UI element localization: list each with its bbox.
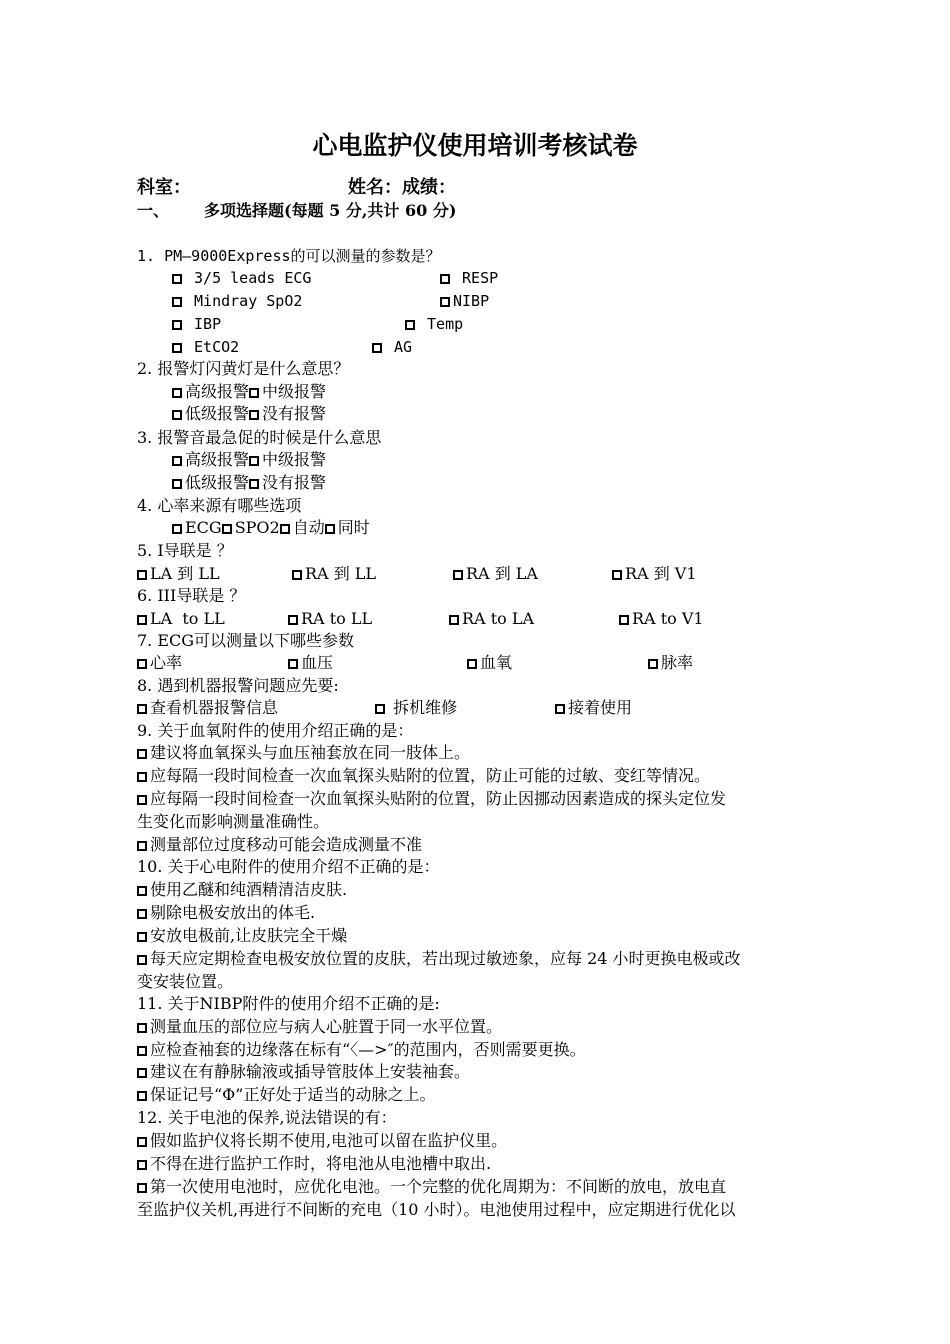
q5-option[interactable]: RA 到 V1 [612,563,697,585]
question-1: 1. PM—9000Express的可以测量的参数是？ [137,247,441,265]
q5-option[interactable]: RA 到 LL [292,563,376,585]
checkbox-icon [222,524,232,534]
question-8: 8. 遇到机器报警问题应先要: [137,676,339,695]
q2-option[interactable]: 高级报警 [172,382,249,401]
checkbox-icon [555,704,565,714]
q7-option[interactable]: 血压 [288,652,333,674]
q1-option[interactable]: AG [372,336,412,358]
q2-option[interactable]: 没有报警 [249,404,326,423]
q9-option[interactable]: 应每隔一段时间检查一次血氧探头贴附的位置，防止可能的过敏、变红等情况。 [137,765,710,787]
q9-option[interactable]: 建议将血氧探头与血压袖套放在同一肢体上。 [137,742,470,764]
q2-option[interactable]: 低级报警 [172,404,249,423]
question-7: 7. ECG可以测量以下哪些参数 [137,631,355,650]
q11-option[interactable]: 保证记号“Φ”正好处于适当的动脉之上。 [137,1084,435,1106]
checkbox-icon [325,524,335,534]
q10-option-continued: 变安装位置。 [137,972,234,991]
checkbox-icon [172,524,182,534]
checkbox-icon [249,410,259,420]
checkbox-icon [137,772,147,782]
checkbox-icon [249,456,259,466]
checkbox-icon [172,456,182,466]
checkbox-icon [137,1183,147,1193]
checkbox-icon [405,320,415,330]
checkbox-icon [172,274,182,284]
q12-option[interactable]: 假如监护仪将长期不使用,电池可以留在监护仪里。 [137,1130,507,1152]
checkbox-icon [137,1137,147,1147]
checkbox-icon [137,704,147,714]
question-3: 3. 报警音最急促的时候是什么意思 [137,428,382,447]
section-title: 多项选择题(每题 5 分,共计 60 分) [204,201,457,220]
question-10: 10. 关于心电附件的使用介绍不正确的是： [137,857,440,876]
q7-option[interactable]: 脉率 [648,652,693,674]
checkbox-icon [440,274,450,284]
q10-option[interactable]: 每天应定期检查电极安放位置的皮肤，若出现过敏迹象，应每 24 小时更换电极或改 [137,948,741,970]
checkbox-icon [137,795,147,805]
q3-option[interactable]: 没有报警 [249,473,326,492]
question-6: 6. III导联是 ？ [137,586,246,605]
q5-option[interactable]: RA 到 LA [453,563,538,585]
question-4: 4. 心率来源有哪些选项 [137,496,302,515]
q1-option[interactable]: NIBP [440,290,489,312]
q1-option[interactable]: RESP [440,267,498,289]
q3-options-row [172,449,326,471]
page-title: 心电监护仪使用培训考核试卷 [312,131,638,160]
q2-option[interactable]: 中级报警 [249,382,326,401]
dept-label: 科室： [137,177,191,198]
checkbox-icon [440,297,450,307]
checkbox-icon [137,1091,147,1101]
q4-option[interactable]: 自动 [280,518,325,537]
checkbox-icon [137,909,147,919]
checkbox-icon [137,841,147,851]
name-score-label: 姓名：成绩： [348,177,456,198]
checkbox-icon [372,343,382,353]
question-5: 5. I导联是 ？ [137,541,233,560]
checkbox-icon [137,1046,147,1056]
checkbox-icon [172,410,182,420]
q1-option[interactable]: Temp [405,313,463,335]
q11-option[interactable]: 应检查袖套的边缘落在标有“〈—>″的范围内，否则需要更换。 [137,1039,586,1061]
q9-option-continued: 生变化而影响测量准确性。 [137,812,330,831]
q5-option[interactable]: LA 到 LL [137,563,220,585]
q8-option[interactable]: 拆机维修 [375,697,457,719]
checkbox-icon [249,479,259,489]
q11-option[interactable]: 测量血压的部位应与病人心脏置于同一水平位置。 [137,1016,502,1038]
q12-option-continued: 至监护仪关机,再进行不间断的充电（10 小时）。电池使用过程中，应定期进行优化以 [137,1200,736,1219]
question-11: 11. 关于NIBP附件的使用介绍不正确的是: [137,994,440,1013]
q12-option[interactable]: 不得在进行监护工作时，将电池从电池槽中取出. [137,1153,491,1175]
question-12: 12. 关于电池的保养,说法错误的有： [137,1108,397,1127]
q8-option[interactable]: 查看机器报警信息 [137,697,278,719]
q1-option[interactable]: EtCO2 [172,336,239,358]
q1-option[interactable]: IBP [172,313,221,335]
checkbox-icon [137,615,147,625]
q6-option[interactable]: RA to LL [288,608,372,630]
checkbox-icon [172,343,182,353]
checkbox-icon [137,1023,147,1033]
q9-option[interactable]: 测量部位过度移动可能会造成测量不准 [137,834,422,856]
q10-option[interactable]: 使用乙醚和纯酒精清洁皮肤. [137,879,347,901]
checkbox-icon [137,659,147,669]
checkbox-icon [249,388,259,398]
checkbox-icon [453,570,463,580]
checkbox-icon [137,749,147,759]
q2-options-row [172,381,326,403]
q3-option[interactable]: 高级报警 [172,450,249,469]
checkbox-icon [137,1068,147,1078]
checkbox-icon [137,570,147,580]
q8-option[interactable]: 接着使用 [555,697,632,719]
q3-options-row [172,472,326,494]
q4-option[interactable]: 同时 [325,518,370,537]
q4-options-row [172,517,370,539]
checkbox-icon [449,615,459,625]
q1-option[interactable]: 3/5 leads ECG [172,267,311,289]
q6-option[interactable]: RA to V1 [619,608,704,630]
q6-option[interactable]: LA to LL [137,608,225,630]
q7-option[interactable]: 血氧 [467,652,512,674]
checkbox-icon [137,955,147,965]
section-number: 一、 [137,201,170,220]
q7-option[interactable]: 心率 [137,652,182,674]
q2-options-row [172,403,326,425]
checkbox-icon [375,704,385,714]
checkbox-icon [280,524,290,534]
checkbox-icon [288,659,298,669]
q1-option[interactable]: Mindray SpO2 [172,290,302,312]
q3-option[interactable]: 中级报警 [249,450,326,469]
q11-option[interactable]: 建议在有静脉输液或插导管肢体上安装袖套。 [137,1061,470,1083]
q4-option[interactable]: SPO2 [222,518,280,537]
q10-option[interactable]: 剔除电极安放出的体毛. [137,902,315,924]
checkbox-icon [172,297,182,307]
q3-option[interactable]: 低级报警 [172,473,249,492]
checkbox-icon [172,388,182,398]
question-2: 2. 报警灯闪黄灯是什么意思？ [137,359,350,378]
checkbox-icon [172,479,182,489]
checkbox-icon [612,570,622,580]
q4-option[interactable]: ECG [172,518,222,537]
checkbox-icon [172,320,182,330]
q10-option[interactable]: 安放电极前,让皮肤完全干燥 [137,925,347,947]
checkbox-icon [619,615,629,625]
checkbox-icon [648,659,658,669]
q9-option[interactable]: 应每隔一段时间检查一次血氧探头贴附的位置，防止因挪动因素造成的探头定位发 [137,788,726,810]
checkbox-icon [467,659,477,669]
checkbox-icon [292,570,302,580]
question-9: 9. 关于血氧附件的使用介绍正确的是： [137,721,414,740]
checkbox-icon [137,886,147,896]
checkbox-icon [137,932,147,942]
checkbox-icon [137,1160,147,1170]
q6-option[interactable]: RA to LA [449,608,534,630]
q12-option[interactable]: 第一次使用电池时，应优化电池。一个完整的优化周期为：不间断的放电，放电直 [137,1176,726,1198]
checkbox-icon [288,615,298,625]
